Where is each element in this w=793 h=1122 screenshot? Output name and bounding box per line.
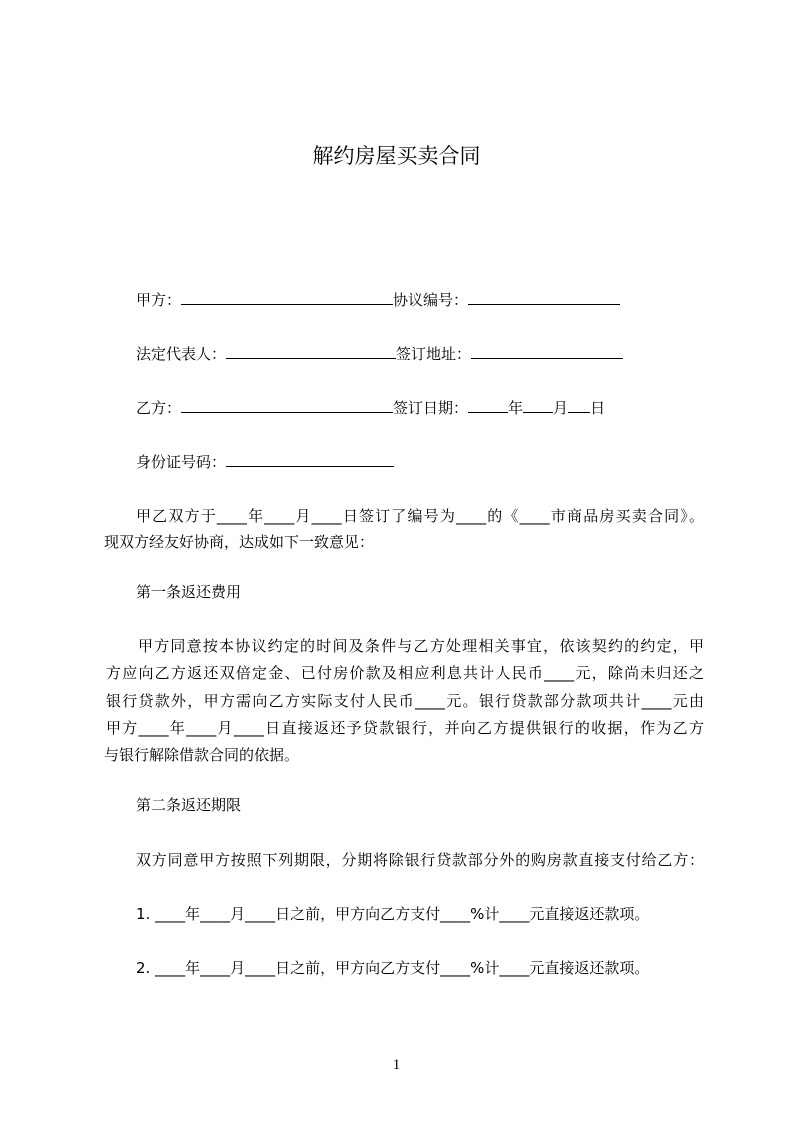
document-title: 解约房屋买卖合同 [312, 144, 481, 168]
sign-place-blank [471, 344, 623, 359]
year-label: 年 [508, 399, 524, 417]
party-a-label: 甲方： [136, 291, 182, 309]
intro-line-1: 甲乙双方于____年____月____日签订了编号为____的《____市商品房买卖合同》。 [136, 507, 704, 525]
agreement-no-blank [468, 290, 620, 305]
page-number: 1 [392, 1057, 401, 1073]
field-row-id [136, 452, 394, 472]
article1-line: 银行贷款外，甲方需向乙方实际支付人民币____元。银行贷款部分款项共计____元由 [106, 692, 704, 710]
month-label: 月 [553, 399, 569, 417]
legal-rep-blank [226, 344, 396, 359]
field-row-legal-rep [136, 344, 623, 364]
day-blank [568, 398, 590, 413]
party-a-blank [181, 290, 393, 305]
article2-item: 1. ____年____月____日之前，甲方向乙方支付____%计____元直接返还款项。 [136, 905, 650, 923]
field-row-party-b [136, 398, 605, 418]
id-no-blank [226, 452, 394, 467]
party-b-blank [181, 398, 393, 413]
party-b-label: 乙方： [136, 399, 182, 417]
month-blank [523, 398, 553, 413]
article1-line: 与银行解除借款合同的依据。 [104, 746, 300, 764]
field-row-party-a [136, 290, 620, 310]
intro-line-2: 现双方经友好协商，达成如下一致意见： [104, 533, 375, 551]
id-no-label: 身份证号码： [136, 453, 227, 471]
article1-heading: 第一条返还费用 [136, 583, 242, 601]
agreement-no-label: 协议编号： [393, 291, 469, 309]
legal-rep-label: 法定代表人： [136, 345, 227, 363]
day-label: 日 [590, 399, 606, 417]
year-blank [468, 398, 508, 413]
sign-date-label: 签订日期： [393, 399, 469, 417]
sign-place-label: 签订地址： [396, 345, 472, 363]
article2-heading: 第二条返还期限 [136, 796, 242, 814]
article1-line: 甲方同意按本协议约定的时间及条件与乙方处理相关事宜，依该契约的约定，甲 [138, 637, 704, 655]
article1-line: 甲方____年____月____日直接返还予贷款银行，并向乙方提供银行的收据，作为乙方 [106, 719, 704, 737]
article1-line: 方应向乙方返还双倍定金、已付房价款及相应利息共计人民币____元，除尚未归还之 [106, 664, 704, 682]
article2-intro: 双方同意甲方按照下列期限，分期将除银行贷款部分外的购房款直接支付给乙方： [136, 851, 704, 869]
article2-item: 2. ____年____月____日之前，甲方向乙方支付____%计____元直接返还款项。 [136, 959, 650, 977]
